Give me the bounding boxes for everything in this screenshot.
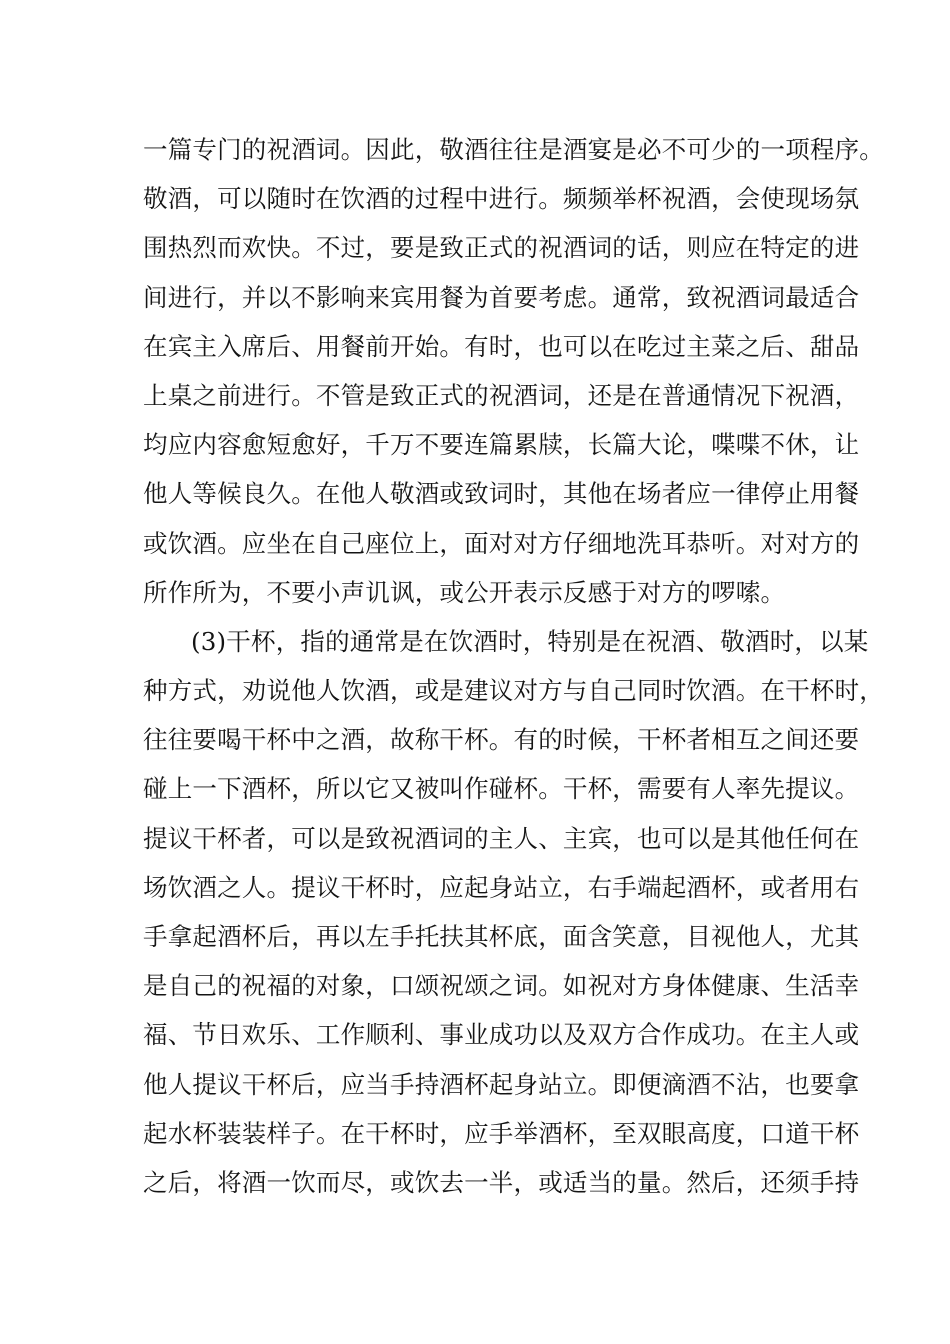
text-line: 往往要喝干杯中之酒，故称干杯。有的时候，干杯者相互之间还要 <box>143 725 860 755</box>
text-line: 场饮酒之人。提议干杯时，应起身站立，右手端起酒杯，或者用右 <box>143 872 860 902</box>
text-line: 种方式，劝说他人饮酒，或是建议对方与自己同时饮酒。在干杯时， <box>143 676 884 706</box>
text-line: 是自己的祝福的对象，口颂祝颂之词。如祝对方身体健康、生活幸 <box>143 971 860 1001</box>
text-line: 一篇专门的祝酒词。因此，敬酒往往是酒宴是必不可少的一项程序。 <box>143 135 884 164</box>
text-line: 围热烈而欢快。不过，要是致正式的祝酒词的话，则应在特定的进 <box>143 233 860 263</box>
text-line: 碰上一下酒杯，所以它又被叫作碰杯。干杯，需要有人率先提议。 <box>143 774 860 804</box>
text-line: 所作所为，不要小声讥讽，或公开表示反感于对方的啰嗦。 <box>143 577 786 607</box>
text-line: 福、节日欢乐、工作顺利、事业成功以及双方合作成功。在主人或 <box>143 1020 860 1050</box>
text-line: 在宾主入席后、用餐前开始。有时，也可以在吃过主菜之后、甜品 <box>143 331 860 361</box>
text-line: 敬酒，可以随时在饮酒的过程中进行。频频举杯祝酒，会使现场氛 <box>143 184 860 214</box>
text-line: 上桌之前进行。不管是致正式的祝酒词，还是在普通情况下祝酒， <box>143 380 860 410</box>
text-line: 手拿起酒杯后，再以左手托扶其杯底，面含笑意，目视他人，尤其 <box>143 922 860 951</box>
paragraph-start-line: (3)干杯，指的通常是在饮酒时，特别是在祝酒、敬酒时，以某 <box>191 626 869 656</box>
text-line: 或饮酒。应坐在自己座位上，面对对方仔细地洗耳恭听。对对方的 <box>143 528 860 558</box>
text-line: 他人等候良久。在他人敬酒或致词时，其他在场者应一律停止用餐 <box>143 479 860 509</box>
text-line: 提议干杯者，可以是致祝酒词的主人、主宾，也可以是其他任何在 <box>143 823 860 853</box>
text-line: 间进行，并以不影响来宾用餐为首要考虑。通常，致祝酒词最适合 <box>143 282 860 312</box>
body-text <box>143 125 884 1207</box>
text-line: 起水杯装装样子。在干杯时，应手举酒杯，至双眼高度，口道干杯 <box>143 1118 860 1148</box>
text-line: 均应内容愈短愈好，千万不要连篇累牍，长篇大论，喋喋不休，让 <box>143 430 860 460</box>
text-line: 之后，将酒一饮而尽，或饮去一半，或适当的量。然后，还须手持 <box>143 1167 860 1197</box>
text-line: 他人提议干杯后，应当手持酒杯起身站立。即便滴酒不沾，也要拿 <box>143 1069 860 1099</box>
